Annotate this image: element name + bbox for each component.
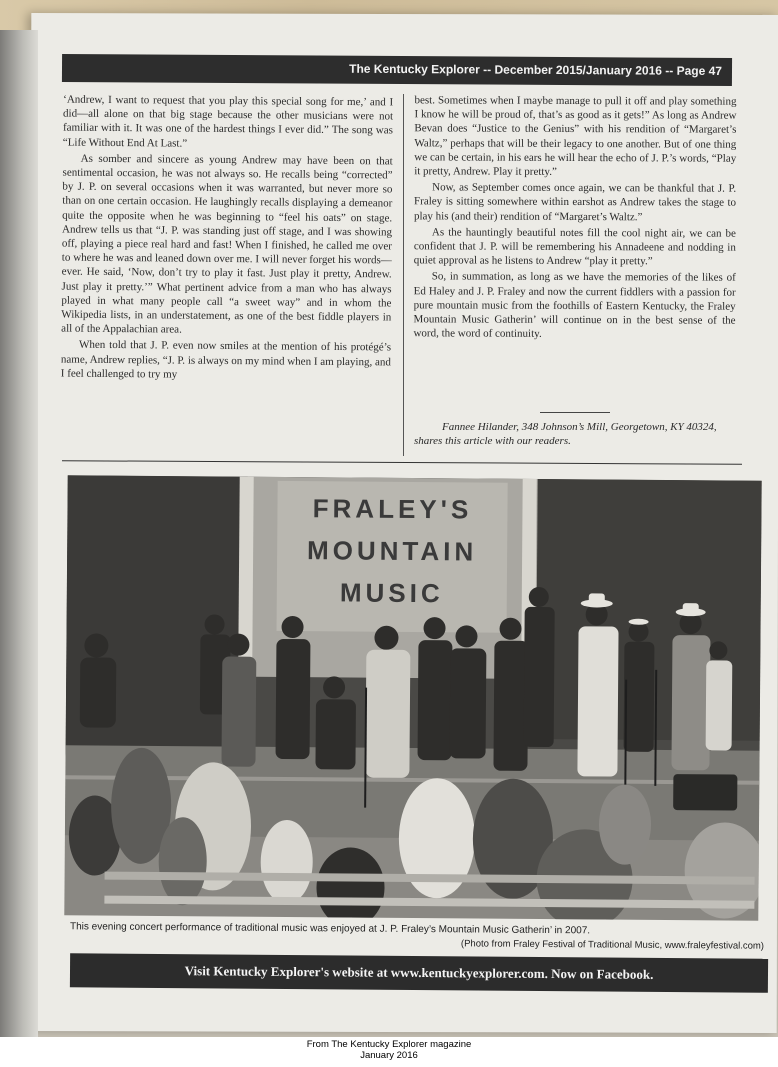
source-note [0,1039,778,1061]
photo-credit: (Photo from Fraley Festival of Traditional Music, www.fraleyfestival.com) [460,938,765,952]
article-paragraph: So, in summation, as long as we have the memories of the likes of Ed Haley and J. P. Fraley and now the current fiddlers with a passion for pure mountain music from the foothills of Eastern Kentucky, the Fraley Mountain Music Gatherin’ will continue on in the best sense of the word, the word of continuity. [413,270,736,341]
concert-photo [64,475,761,920]
column-divider [403,94,404,456]
article-paragraph: Now, as September comes once again, we can be thankful that J. P. Fraley is sitting somewhere within earshot as Andrew takes the stage to play his (and their) rendition of “Margaret’s Waltz.” [413,181,737,223]
source-line-2: January 2016 [360,1050,418,1061]
photo-caption: This evening concert performance of traditional music was enjoyed at J. P. Fraley’s Mountain Music Gatherin’ in 2007. [69,921,591,937]
source-line-1: From The Kentucky Explorer magazine [306,1039,472,1050]
concert-photo-drawing [64,475,761,920]
article-paragraph: best. Sometimes when I maybe manage to pull it off and play something I know he will be proud of, that’s as good as it gets!” As long as Andrew Bevan does “Justice to the Genius” with his rendition of “Margaret’s Waltz,” perhaps that will be their legacy to one another. But of one thing we can be certain, in his ears he will hear the echo of J. P.’s words, “Play it pretty, Andrew. Play it pretty.” [414,94,737,178]
article-paragraph: ‘Andrew, I want to request that you play this special song for me,’ and I did—all alone on that big stage because the other musicians were not familiar with it. It was one of the hardest things I ever did.” The song was “Life Without End At Last.” [62,93,394,150]
article-paragraph: As the hauntingly beautiful notes fill the cool night air, we can be confident that J. P. will be remembering his Annadeene and nodding in quiet approval as he listens to Andrew “play it pretty.” [413,226,736,268]
page-binding-gutter [0,30,38,1037]
website-promo: Visit Kentucky Explorer's website at www.kentuckyexplorer.com. Now on Facebook. [184,963,654,982]
article-column-right [413,93,736,344]
stage-banner [277,481,508,633]
promo-bar [70,953,768,992]
running-head-bar [62,54,732,86]
article-paragraph: When told that J. P. even now smiles at the mention of his protégé’s name, Andrew replies, “J. P. is always on my mind when I am playing, and I feel challenged to try my [60,339,392,381]
article-paragraph: As somber and sincere as young Andrew may have been on that sentimental occasion, he was not always so. He recalls being “corrected” by J. P. on several occasions when it was warranted, but never more so than on one certain occasion. He laughingly recalls displaying a demeanor quite the opposite when he was beginning to “feel his oats” on stage. Andrew tells us that “J. P. was standing just off stage, and I was showing off, playing a piece real hard and fast! When I finished, he called me over to where he was and leaned down over me. I will never forget his words—ever. He said, ‘Now, don’t try to play it fast. Just play it pretty, Andrew. Just play it pretty.’” What pertinent advice from a man who has always played in what many people call “a sweet way” and in whom the Wikipedia lists, in an understatement, as one of the best fiddle players in all of the Appalachian area. [61,152,393,336]
svg-text:MUSIC: MUSIC [339,577,444,609]
running-head: The Kentucky Explorer -- December 2015/January 2016 -- Page 47 [349,61,723,78]
svg-text:MOUNTAIN: MOUNTAIN [306,535,478,567]
signature-rule [540,412,610,413]
article-attribution: Fannee Hilander, 348 Johnson’s Mill, Georgetown, KY 40324, shares this article with our readers. [414,421,717,447]
article-column-left [61,93,394,386]
svg-text:FRALEY'S: FRALEY'S [312,493,473,525]
